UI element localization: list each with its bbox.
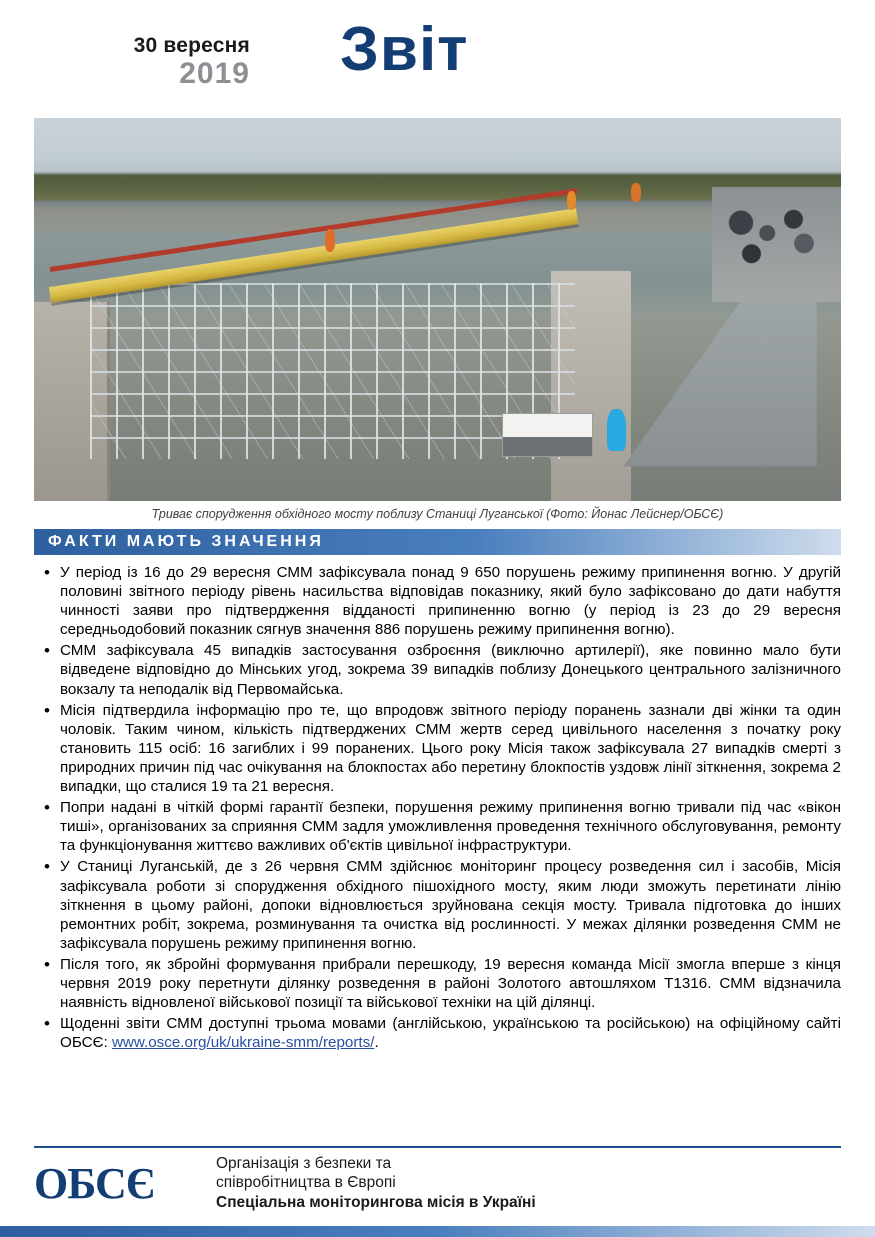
footer-divider [34,1146,841,1148]
date-year: 2019 [179,57,250,90]
publication-date [0,34,250,90]
footer-line-1: Організація з безпеки та [216,1155,392,1172]
photo-worker-c [631,183,641,202]
fact-text-prefix: Щоденні звіти СММ доступні трьома мовами (англійською, українською та російською) на офіційному сайті ОБСЄ: [60,1015,841,1052]
page-header [0,0,875,112]
fact-text: Місія підтвердила інформацію про те, що впродовж звітного періоду поранень зазнали дві жінки та один чоловік. Таким чином, кількість підтверджених СММ жертв серед цивільного населення з початку року становить 115 осіб: 16 загиблих і 99 поранених. Цього року Місія також зафіксувала 27 випадків смерті з природних причин під час очікування на блокпостах або перетину блокпостів уздовж лінії зіткнення, зокрема 2 випадки, що сталися 19 та 21 вересня. [60,701,841,796]
list-item-with-link [34,1014,841,1052]
osce-reports-link[interactable]: www.osce.org/uk/ukraine-smm/reports/ [111,1034,375,1052]
facts-list [34,563,841,1052]
footer-line-2: співробітництва в Європі [216,1174,396,1191]
list-item [34,955,841,1012]
photo-crowd [720,202,825,271]
photo-worker-b [567,191,577,210]
footer-line-3: Спеціальна моніторингова місія в Україні [216,1194,536,1211]
list-item [34,641,841,698]
photo-image [34,118,841,501]
bullet-icon: • [44,641,50,661]
list-item [34,701,841,796]
photo-caption: Триває спорудження обхідного мосту поблизу Станиці Луганської (Фото: Йонас Лейснер/ОБСЄ) [151,507,724,521]
list-item [34,857,841,952]
list-item [34,798,841,855]
bullet-icon: • [44,857,50,877]
fact-text: Попри надані в чіткій формі гарантії безпеки, порушення режиму припинення вогню тривали під час «вікон тиші», організованих за сприяння СММ задля уможливлення проведення технічного обслуговування, ремонту та функціонування життєво важливих об'єктів цивільної інфраструктури. [60,799,841,855]
fact-text: Після того, як збройні формування прибрали перешкоду, 19 вересня команда Місії змогла вперше з кінця червня 2019 року перетнути ділянку розведення в районі Золотого автошляхом Т1316. СММ відзначила наявність відновленої військової позиції та військової техніки на цій ділянці. [60,955,841,1012]
bullet-icon: • [44,563,50,582]
photo-worker-blue [607,409,626,451]
photo-ramp [623,298,817,467]
footer-organisation-text [212,1154,536,1213]
bullet-icon: • [44,1014,50,1034]
fact-text: СММ зафіксувала 45 випадків застосування озброєння (виключно артилерії), яке повинно мало бути відведене відповідно до Мінських угод, зокрема 39 випадків поблизу Донецького центрального залізничного вокзалу та неподалік від Первомайська. [60,642,841,698]
bullet-icon: • [44,700,50,720]
fact-text [60,1014,841,1052]
bullet-icon: • [44,798,50,818]
photo-truck [502,413,593,457]
bottom-color-band [0,1226,875,1237]
fact-text-suffix: . [374,1034,379,1052]
page-title: Звіт [340,15,469,84]
photo-worker-a [325,229,335,252]
list-item [34,563,841,639]
fact-text: У Станиці Луганській, де з 26 червня СММ здійснює моніторинг процесу розведення сил і засобів, Місія зафіксувала роботи зі спорудження обхідного пішохідного мосту, яким люди зможуть перетинати лінію зіткнення в цьому районі, допоки відновлюється зруйнована секція мосту. Тривала підготовка до інших ремонтних робіт, зокрема, розминування та очистка від рослинності. У межах ділянки розведення СММ не зафіксувала порушень режиму припинення вогню. [60,858,841,952]
osce-logo: ОБСЄ [34,1158,155,1208]
date-day: 30 вересня [133,34,250,57]
section-header-bar [34,529,841,555]
fact-text: У період із 16 до 29 вересня СММ зафіксувала понад 9 650 порушень режиму припинення вогню. У другій половині звітного періоду рівень насильства відповідав показнику, який було зафіксовано до дати набуття чинності заяви про підтвердження відданості припиненню вогню (у період із 23 до 29 вересня середньодобовий показник сягнув значення 886 порушень режиму припинення вогню). [60,564,841,639]
bullet-icon: • [44,954,50,974]
page-footer [34,1154,841,1213]
section-title: ФАКТИ МАЮТЬ ЗНАЧЕННЯ [48,533,324,550]
bridge-construction-photo [34,118,841,501]
